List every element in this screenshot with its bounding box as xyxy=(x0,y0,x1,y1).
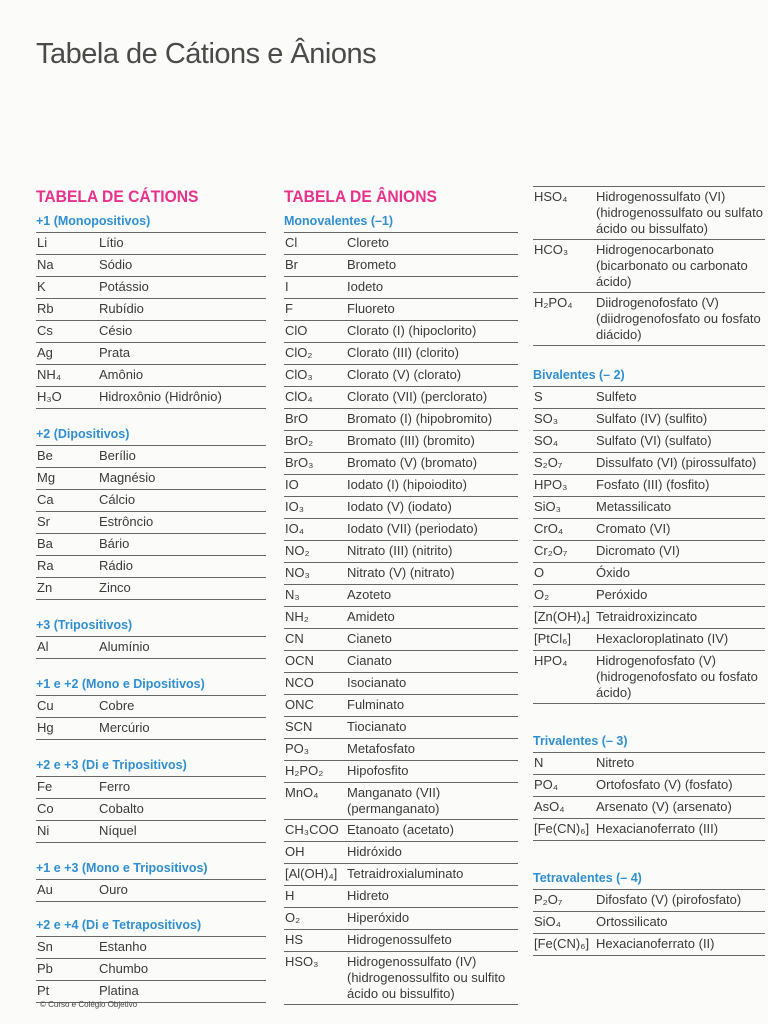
ion-symbol: [Zn(OH)₄] xyxy=(534,609,590,624)
ion-row xyxy=(36,490,266,512)
ion-name: Isocianato xyxy=(347,675,407,690)
ion-name: Hexacianoferrato (III) xyxy=(596,821,719,836)
ion-name: Hexacianoferrato (II) xyxy=(596,936,715,951)
ion-symbol: [PtCl₆] xyxy=(534,631,572,646)
ion-name: Hidrogenossulfeto xyxy=(347,932,452,947)
group-spacer xyxy=(36,902,266,914)
ion-symbol: BrO xyxy=(285,411,309,426)
page-title: Tabela de Cátions e Ânions xyxy=(36,38,377,70)
ion-list xyxy=(36,445,266,600)
ion-name: Tiocianato xyxy=(347,719,407,734)
ion-row xyxy=(284,695,518,717)
ion-name: Rubídio xyxy=(99,301,144,316)
ion-symbol: Rb xyxy=(37,301,54,316)
ion-symbol: H₂PO₄ xyxy=(534,295,573,310)
group-heading: Monovalentes (–1) xyxy=(284,214,394,228)
ion-row xyxy=(284,255,518,277)
ion-symbol: I xyxy=(285,279,289,294)
cations-column xyxy=(36,186,266,1003)
ion-name: Iodato (I) (hipoiodito) xyxy=(347,477,467,492)
ion-symbol: H xyxy=(285,888,295,903)
ion-row xyxy=(284,761,518,783)
cations-groups xyxy=(36,210,266,1003)
ion-symbol: Ra xyxy=(37,558,54,573)
ion-name: Mercúrio xyxy=(99,720,150,735)
ion-name: Ouro xyxy=(99,882,128,897)
ion-name: Hexacloroplatinato (IV) xyxy=(596,631,729,646)
ion-name: Bromato (I) (hipobromito) xyxy=(347,411,493,426)
ion-row xyxy=(533,585,765,607)
ion-name: Óxido xyxy=(596,565,630,580)
ion-name: Tetraidroxialuminato xyxy=(347,866,464,881)
footer-copyright: © Curso e Colégio Objetivo xyxy=(40,1000,138,1009)
ion-symbol: OCN xyxy=(285,653,314,668)
ion-name: Bário xyxy=(99,536,130,551)
ion-symbol: PO₃ xyxy=(285,741,310,756)
ion-name: Hidreto xyxy=(347,888,389,903)
ion-name: Amideto xyxy=(347,609,395,624)
ion-name: Hidroxônio (Hidrônio) xyxy=(99,389,222,404)
ion-symbol: Ca xyxy=(37,492,54,507)
ion-name: Nitreto xyxy=(596,755,635,770)
ion-name: Cálcio xyxy=(99,492,136,507)
ion-row xyxy=(284,475,518,497)
ion-symbol: ClO₄ xyxy=(285,389,313,404)
ion-name: Níquel xyxy=(99,823,137,838)
ion-name: Metafosfato xyxy=(347,741,415,756)
ion-row xyxy=(36,387,266,409)
group-spacer xyxy=(36,740,266,754)
ion-list xyxy=(533,186,765,346)
ion-name: Hidrogenocarbonato (bicarbonato ou carbonato ácido) xyxy=(596,242,748,289)
ion-symbol: [Fe(CN)₆] xyxy=(534,936,590,951)
ion-row xyxy=(533,890,765,912)
ion-row xyxy=(284,277,518,299)
ion-name: Clorato (III) (clorito) xyxy=(347,345,459,360)
ion-list xyxy=(284,232,518,1005)
ion-name: Hipofosfito xyxy=(347,763,409,778)
ion-row xyxy=(284,842,518,864)
group-spacer xyxy=(36,409,266,423)
ion-list xyxy=(36,232,266,409)
ion-row xyxy=(36,343,266,365)
ion-row xyxy=(36,299,266,321)
ion-symbol: HCO₃ xyxy=(534,242,569,257)
anions-column xyxy=(284,186,518,1005)
anions-continued-column xyxy=(533,186,765,956)
ion-row xyxy=(284,541,518,563)
ion-symbol: NH₂ xyxy=(285,609,309,624)
ion-name: Cobalto xyxy=(99,801,144,816)
ion-row xyxy=(36,233,266,255)
ion-list xyxy=(36,776,266,843)
ion-row xyxy=(284,409,518,431)
ion-row xyxy=(36,880,266,902)
ion-symbol: F xyxy=(285,301,293,316)
ion-symbol: Ag xyxy=(37,345,53,360)
group-heading: +1 e +3 (Mono e Tripositivos) xyxy=(36,861,208,875)
ion-row xyxy=(284,783,518,820)
ion-symbol: Ba xyxy=(37,536,53,551)
ion-name: Chumbo xyxy=(99,961,149,976)
ion-symbol: BrO₂ xyxy=(285,433,314,448)
ion-list xyxy=(36,879,266,902)
ion-row xyxy=(533,453,765,475)
ion-symbol: NH₄ xyxy=(37,367,62,382)
anions-continued-groups xyxy=(533,186,765,956)
ion-name: Bromato (V) (bromato) xyxy=(347,455,478,470)
ion-row xyxy=(36,637,266,659)
ion-row xyxy=(284,233,518,255)
ion-row xyxy=(36,255,266,277)
ion-row xyxy=(36,799,266,821)
ion-symbol: O₂ xyxy=(285,910,301,925)
ion-symbol: SiO₃ xyxy=(534,499,561,514)
group-heading: +2 e +4 (Di e Tetrapositivos) xyxy=(36,918,202,932)
ion-name: Estrôncio xyxy=(99,514,154,529)
ion-row xyxy=(533,409,765,431)
ion-name: Iodeto xyxy=(347,279,384,294)
ion-name: Cloreto xyxy=(347,235,389,250)
ion-row xyxy=(533,753,765,775)
ion-name: Rádio xyxy=(99,558,133,573)
ion-row xyxy=(533,475,765,497)
ion-symbol: ClO₂ xyxy=(285,345,313,360)
ion-row xyxy=(36,959,266,981)
ion-row xyxy=(284,497,518,519)
ion-name: Césio xyxy=(99,323,133,338)
ion-symbol: SO₃ xyxy=(534,411,559,426)
ion-symbol: Fe xyxy=(37,779,53,794)
ion-symbol: HPO₃ xyxy=(534,477,568,492)
ion-name: Cianeto xyxy=(347,631,392,646)
group-spacer xyxy=(533,841,765,867)
ion-row xyxy=(36,696,266,718)
ion-name: Manganato (VII) (permanganato) xyxy=(347,785,441,816)
group-spacer xyxy=(533,346,765,364)
ion-symbol: Pt xyxy=(37,983,50,998)
ion-symbol: H₂PO₂ xyxy=(285,763,324,778)
group-spacer xyxy=(533,704,765,730)
ion-symbol: O xyxy=(534,565,545,580)
ion-name: Iodato (V) (iodato) xyxy=(347,499,452,514)
ion-row xyxy=(36,821,266,843)
ion-name: Platina xyxy=(99,983,139,998)
ion-name: Arsenato (V) (arsenato) xyxy=(596,799,732,814)
ion-symbol: O₂ xyxy=(534,587,550,602)
ion-row xyxy=(284,820,518,842)
ion-symbol: P₂O₇ xyxy=(534,892,563,907)
group-heading: Tetravalentes (– 4) xyxy=(533,871,642,885)
ion-name: Ferro xyxy=(99,779,131,794)
ion-row xyxy=(36,777,266,799)
ion-name: Zinco xyxy=(99,580,131,595)
ion-symbol: IO xyxy=(285,477,299,492)
group-spacer xyxy=(36,843,266,857)
ion-list xyxy=(36,636,266,659)
ion-name: Brometo xyxy=(347,257,397,272)
ion-symbol: Mg xyxy=(37,470,56,485)
ion-name: Clorato (V) (clorato) xyxy=(347,367,462,382)
anions-heading: TABELA DE ÂNIONS xyxy=(284,187,437,206)
ion-symbol: MnO₄ xyxy=(285,785,319,800)
ion-row xyxy=(533,431,765,453)
ion-symbol: HSO₄ xyxy=(534,189,568,204)
ion-row xyxy=(284,563,518,585)
ion-symbol: N₃ xyxy=(285,587,300,602)
ion-symbol: IO₃ xyxy=(285,499,305,514)
ion-name: Azoteto xyxy=(347,587,392,602)
ion-name: Estanho xyxy=(99,939,147,954)
ion-name: Lítio xyxy=(99,235,124,250)
group-spacer xyxy=(36,659,266,673)
ion-name: Difosfato (V) (pirofosfato) xyxy=(596,892,742,907)
ion-name: Fosfato (III) (fosfito) xyxy=(596,477,710,492)
ion-name: Metassilicato xyxy=(596,499,672,514)
ion-name: Ortofosfato (V) (fosfato) xyxy=(596,777,733,792)
ion-name: Bromato (III) (bromito) xyxy=(347,433,475,448)
ion-row xyxy=(533,797,765,819)
ion-name: Hidrogenossulfato (VI) (hidrogenossulfato ou sulfato ácido ou bissulfato) xyxy=(596,189,763,236)
ion-symbol: ClO₃ xyxy=(285,367,313,382)
group-heading: +3 (Tripositivos) xyxy=(36,618,133,632)
ion-row xyxy=(284,299,518,321)
ion-row xyxy=(533,912,765,934)
ion-row xyxy=(36,365,266,387)
ion-row xyxy=(533,497,765,519)
ion-row xyxy=(36,937,266,959)
ion-name: Nitrato (V) (nitrato) xyxy=(347,565,455,580)
ion-row xyxy=(284,930,518,952)
ion-row xyxy=(284,387,518,409)
ion-row xyxy=(533,387,765,409)
ion-symbol: OH xyxy=(285,844,305,859)
ion-row xyxy=(284,519,518,541)
ion-name: Alumínio xyxy=(99,639,150,654)
ion-row xyxy=(284,343,518,365)
ion-symbol: K xyxy=(37,279,46,294)
ion-symbol: N xyxy=(534,755,544,770)
ion-name: Hiperóxido xyxy=(347,910,410,925)
ion-name: Etanoato (acetato) xyxy=(347,822,454,837)
ion-symbol: Na xyxy=(37,257,54,272)
ion-symbol: HPO₄ xyxy=(534,653,568,668)
ion-name: Fulminato xyxy=(347,697,405,712)
ion-name: Tetraidroxizincato xyxy=(596,609,698,624)
ion-symbol: Sn xyxy=(37,939,53,954)
ion-name: Sulfato (IV) (sulfito) xyxy=(596,411,708,426)
ion-row xyxy=(284,629,518,651)
ion-symbol: H₃O xyxy=(37,389,62,404)
ion-name: Sulfato (VI) (sulfato) xyxy=(596,433,712,448)
ion-symbol: Br xyxy=(285,257,298,272)
ion-symbol: Sr xyxy=(37,514,50,529)
ion-symbol: S xyxy=(534,389,543,404)
ion-symbol: HSO₃ xyxy=(285,954,319,969)
ion-row xyxy=(533,607,765,629)
ion-symbol: Cr₂O₇ xyxy=(534,543,568,558)
ion-list xyxy=(533,752,765,841)
ion-row xyxy=(36,321,266,343)
ion-row xyxy=(36,512,266,534)
ion-row xyxy=(284,365,518,387)
ion-symbol: ONC xyxy=(285,697,314,712)
ion-symbol: S₂O₇ xyxy=(534,455,563,470)
ion-list xyxy=(533,889,765,956)
ion-list xyxy=(36,695,266,740)
ion-name: Hidróxido xyxy=(347,844,402,859)
ion-row xyxy=(36,468,266,490)
ion-symbol: Co xyxy=(37,801,54,816)
ion-symbol: Cs xyxy=(37,323,53,338)
ion-row xyxy=(284,908,518,930)
ion-row xyxy=(533,293,765,346)
ion-symbol: Cu xyxy=(37,698,54,713)
ion-row xyxy=(533,563,765,585)
ion-symbol: Hg xyxy=(37,720,54,735)
ion-row xyxy=(533,187,765,240)
ion-symbol: SO₄ xyxy=(534,433,559,448)
ion-symbol: PO₄ xyxy=(534,777,559,792)
ion-symbol: CrO₄ xyxy=(534,521,564,536)
ion-symbol: [Al(OH)₄] xyxy=(285,866,338,881)
ion-row xyxy=(36,718,266,740)
ion-symbol: NO₃ xyxy=(285,565,310,580)
ion-name: Peróxido xyxy=(596,587,648,602)
ion-symbol: BrO₃ xyxy=(285,455,314,470)
ion-row xyxy=(284,431,518,453)
group-heading: Bivalentes (– 2) xyxy=(533,368,625,382)
ion-name: Cromato (VI) xyxy=(596,521,671,536)
ion-symbol: [Fe(CN)₆] xyxy=(534,821,590,836)
ion-symbol: Li xyxy=(37,235,48,250)
ion-name: Berílio xyxy=(99,448,136,463)
ion-name: Sódio xyxy=(99,257,133,272)
ion-symbol: Al xyxy=(37,639,49,654)
ion-symbol: Ni xyxy=(37,823,50,838)
ion-row xyxy=(36,556,266,578)
ion-list xyxy=(533,386,765,704)
ion-row xyxy=(284,717,518,739)
ion-symbol: NO₂ xyxy=(285,543,310,558)
ion-row xyxy=(533,541,765,563)
ion-symbol: Cl xyxy=(285,235,298,250)
ion-row xyxy=(36,446,266,468)
ion-name: Magnésio xyxy=(99,470,156,485)
ion-name: Hidrogenossulfato (IV) (hidrogenossulfito ou sulfito ácido ou bissulfito) xyxy=(347,954,506,1001)
ion-row xyxy=(284,453,518,475)
ion-row xyxy=(36,534,266,556)
ion-name: Cobre xyxy=(99,698,135,713)
ion-symbol: ClO xyxy=(285,323,308,338)
ion-row xyxy=(284,585,518,607)
ion-row xyxy=(533,775,765,797)
group-heading: Trivalentes (– 3) xyxy=(533,734,628,748)
ion-symbol: SiO₄ xyxy=(534,914,561,929)
ion-row xyxy=(533,519,765,541)
ion-row xyxy=(36,277,266,299)
ion-row xyxy=(284,864,518,886)
ion-name: Clorato (VII) (perclorato) xyxy=(347,389,488,404)
ion-row xyxy=(533,240,765,293)
ion-name: Ortossilicato xyxy=(596,914,668,929)
ion-row xyxy=(284,607,518,629)
group-heading: +2 e +3 (Di e Tripositivos) xyxy=(36,758,187,772)
ion-row xyxy=(284,651,518,673)
ion-name: Dissulfato (VI) (pirossulfato) xyxy=(596,455,757,470)
ion-row xyxy=(284,673,518,695)
ion-symbol: IO₄ xyxy=(285,521,305,536)
ion-name: Iodato (VII) (periodato) xyxy=(347,521,478,536)
ion-row xyxy=(284,321,518,343)
ion-row xyxy=(284,739,518,761)
ion-symbol: Au xyxy=(37,882,53,897)
ion-row xyxy=(533,819,765,841)
ion-symbol: Zn xyxy=(37,580,53,595)
ion-name: Potássio xyxy=(99,279,149,294)
ion-row xyxy=(36,578,266,600)
anions-groups xyxy=(284,210,518,1005)
ion-name: Dicromato (VI) xyxy=(596,543,680,558)
ion-row xyxy=(533,629,765,651)
ion-name: Amônio xyxy=(99,367,144,382)
group-heading: +1 e +2 (Mono e Dipositivos) xyxy=(36,677,205,691)
group-heading: +2 (Dipositivos) xyxy=(36,427,130,441)
ion-symbol: HS xyxy=(285,932,304,947)
ion-name: Cianato xyxy=(347,653,392,668)
ion-row xyxy=(284,886,518,908)
ion-name: Hidrogenofosfato (V) (hidrogenofosfato ou fosfato ácido) xyxy=(596,653,758,700)
ion-name: Prata xyxy=(99,345,131,360)
group-spacer xyxy=(36,600,266,614)
ion-symbol: Pb xyxy=(37,961,53,976)
ion-row xyxy=(533,934,765,956)
ion-name: Sulfeto xyxy=(596,389,637,404)
ion-symbol: CH₃COO xyxy=(285,822,339,837)
cations-heading: TABELA DE CÁTIONS xyxy=(36,187,199,206)
group-heading: +1 (Monopositivos) xyxy=(36,214,151,228)
ion-name: Clorato (I) (hipoclorito) xyxy=(347,323,477,338)
ion-symbol: AsO₄ xyxy=(534,799,565,814)
ion-symbol: CN xyxy=(285,631,304,646)
ion-name: Fluoreto xyxy=(347,301,395,316)
ion-list xyxy=(36,936,266,1003)
ion-row xyxy=(533,651,765,704)
ion-name: Diidrogenofosfato (V) (diidrogenofosfato ou fosfato diácido) xyxy=(596,295,761,342)
ion-symbol: NCO xyxy=(285,675,314,690)
ion-name: Nitrato (III) (nitrito) xyxy=(347,543,453,558)
ion-row xyxy=(284,952,518,1005)
ion-symbol: Be xyxy=(37,448,53,463)
ion-symbol: SCN xyxy=(285,719,313,734)
